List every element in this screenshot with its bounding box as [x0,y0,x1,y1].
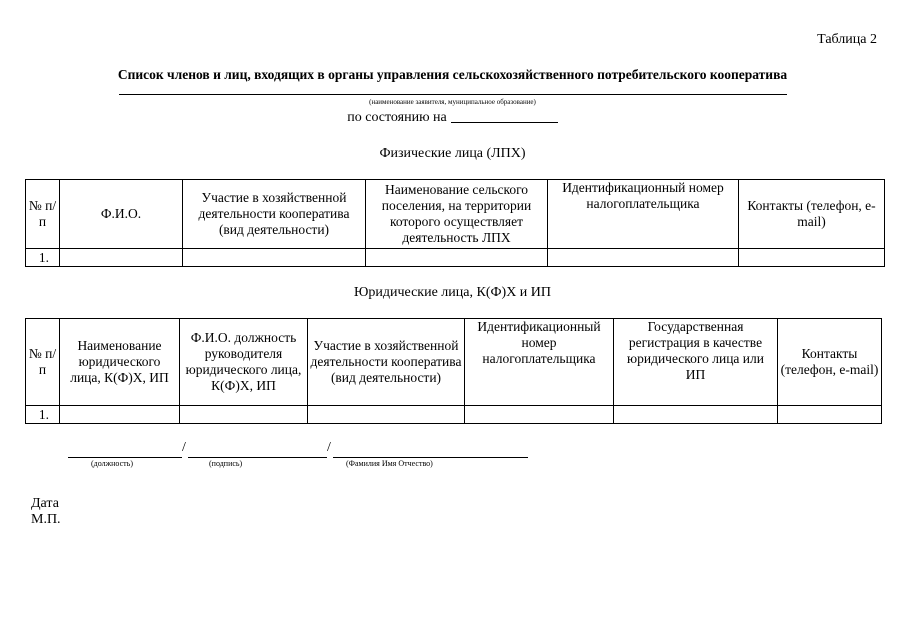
as-of-label: по состоянию на [347,110,447,125]
table-row [26,249,885,267]
col-contacts: Контакты (телефон, e-mail) [739,180,885,249]
col-inn: Идентификационный номер налогоплательщика [548,180,739,249]
full-name-line[interactable] [333,457,528,458]
signature-separator: / [182,440,186,455]
legal-entities-heading: Юридические лица, К(Ф)Х и ИП [353,285,552,300]
legal-entities-table [25,318,882,424]
table-cell[interactable] [739,249,885,267]
table-cell[interactable] [614,406,778,424]
table-cell[interactable] [366,249,548,267]
table-cell[interactable] [308,406,465,424]
stamp-label: М.П. [31,512,61,527]
col-number: № п/п [26,319,60,406]
table-cell[interactable] [465,406,614,424]
signature-label: (подпись) [209,459,243,468]
table-cell[interactable] [548,249,739,267]
as-of-date-blank [451,122,558,123]
table-cell: 1. [26,406,60,424]
table-cell[interactable] [60,249,183,267]
table-cell[interactable] [60,406,180,424]
col-number: № п/п [26,180,60,249]
legal-header-row [26,319,882,406]
position-label: (должность) [91,459,133,468]
individuals-header-row [26,180,885,249]
col-inn: Идентификационный номер налогоплательщика [465,319,614,406]
applicant-note: (наименование заявителя, муниципальное образование) [369,98,536,106]
col-full-name: Ф.И.О. [60,180,183,249]
position-line[interactable] [68,457,182,458]
col-manager: Ф.И.О. должность руководителя юридического лица, К(Ф)Х, ИП [180,319,308,406]
individuals-heading: Физические лица (ЛПХ) [379,146,526,161]
col-contacts: Контакты (телефон, e-mail) [778,319,882,406]
date-label: Дата [31,496,59,511]
col-entity-name: Наименование юридического лица, К(Ф)Х, ИП [60,319,180,406]
document-title: Список членов и лиц, входящих в органы управления сельскохозяйственного потребительского кооператива [117,67,788,82]
col-activity: Участие в хозяйственной деятельности кооператива (вид деятельности) [183,180,366,249]
table-cell[interactable] [778,406,882,424]
col-registration: Государственная регистрация в качестве юридического лица или ИП [614,319,778,406]
table-cell[interactable] [183,249,366,267]
individuals-table [25,179,885,267]
table-cell: 1. [26,249,60,267]
col-settlement: Наименование сельского поселения, на территории которого осуществляет деятельность ЛПХ [366,180,548,249]
signature-separator: / [327,440,331,455]
as-of-line [0,110,905,126]
table-number: Таблица 2 [817,32,877,47]
col-activity: Участие в хозяйственной деятельности кооператива (вид деятельности) [308,319,465,406]
signature-line[interactable] [188,457,327,458]
table-cell[interactable] [180,406,308,424]
applicant-name-line [119,94,787,95]
full-name-label: (Фамилия Имя Отчество) [346,459,433,468]
table-row [26,406,882,424]
